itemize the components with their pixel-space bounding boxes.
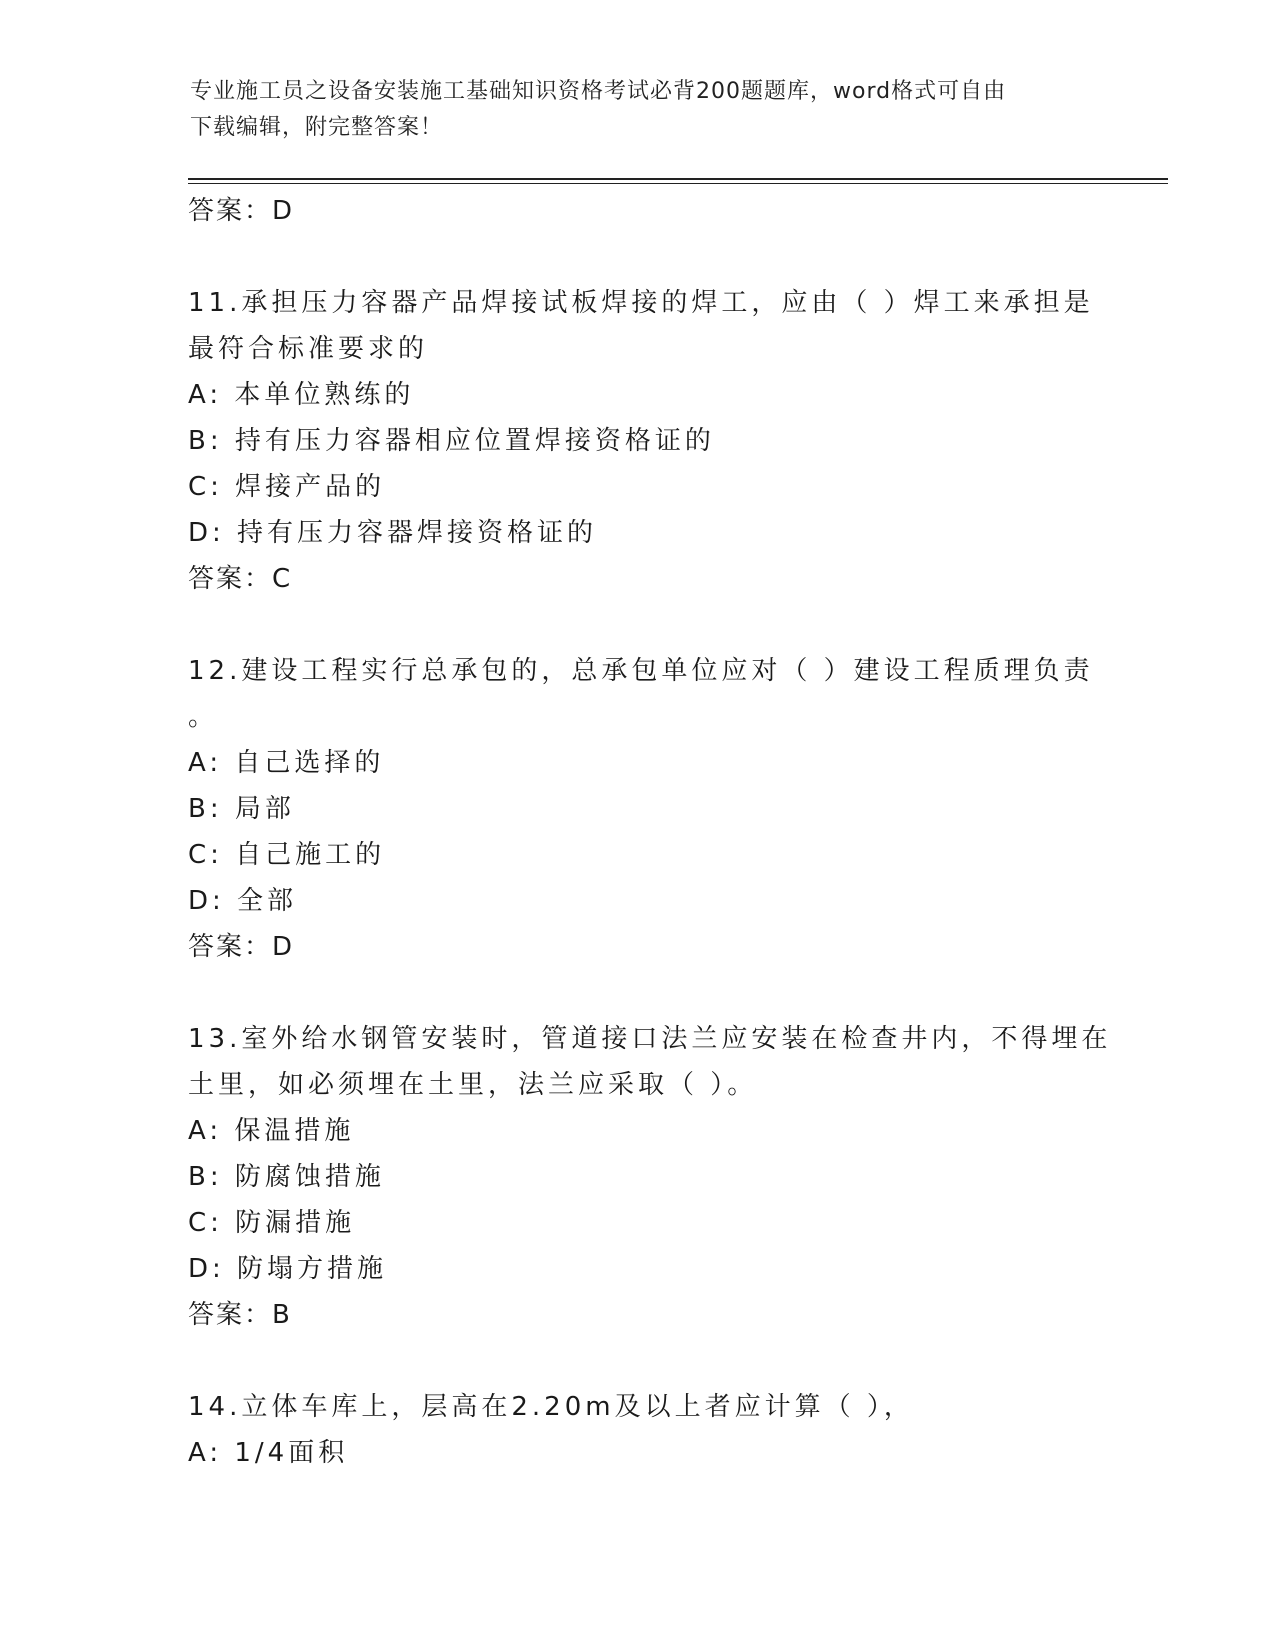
header-line-1: 专业施工员之设备安装施工基础知识资格考试必背200题题库，word格式可自由 — [190, 79, 1007, 104]
question-12-text-line-1: 12.建设工程实行总承包的，总承包单位应对（ ）建设工程质理负责 — [188, 656, 1094, 686]
header-line-2: 下载编辑，附完整答案！ — [190, 115, 444, 140]
document-body — [188, 188, 1112, 1476]
question-13-option-c: C: 防漏措施 — [188, 1208, 356, 1238]
question-14 — [188, 1384, 1088, 1476]
spacer — [188, 234, 1088, 280]
question-13-answer: 答案：B — [188, 1300, 292, 1330]
question-12-option-b: B: 局部 — [188, 794, 295, 824]
spacer — [188, 1338, 1088, 1384]
question-13-text-line-2: 土里，如必须埋在土里，法兰应采取（ ）。 — [188, 1070, 758, 1100]
question-11-option-b: B: 持有压力容器相应位置焊接资格证的 — [188, 426, 715, 456]
question-12-option-a: A: 自己选择的 — [188, 748, 385, 778]
answer-10: 答案：D — [188, 196, 295, 226]
question-13-option-d: D: 防塌方措施 — [188, 1254, 388, 1284]
question-13-option-b: B: 防腐蚀措施 — [188, 1162, 385, 1192]
question-11 — [188, 280, 1094, 602]
question-11-text-line-1: 11.承担压力容器产品焊接试板焊接的焊工，应由（ ）焊工来承担是 — [188, 288, 1094, 318]
question-11-answer: 答案：C — [188, 564, 293, 594]
question-11-option-c: C: 焊接产品的 — [188, 472, 386, 502]
question-14-text-line-1: 14.立体车库上，层高在2.20m及以上者应计算（ ）， — [188, 1392, 914, 1422]
question-12-option-d: D: 全部 — [188, 886, 298, 916]
question-12-text-line-2: 。 — [188, 702, 219, 732]
question-11-option-a: A: 本单位熟练的 — [188, 380, 415, 410]
question-13 — [188, 1016, 1112, 1338]
header-divider-thick — [188, 178, 1168, 180]
question-11-option-d: D: 持有压力容器焊接资格证的 — [188, 518, 598, 548]
document-header — [190, 74, 1090, 146]
header-divider-thin — [188, 183, 1168, 184]
question-12 — [188, 648, 1094, 970]
question-12-answer: 答案：D — [188, 932, 295, 962]
spacer — [188, 970, 1088, 1016]
question-12-option-c: C: 自己施工的 — [188, 840, 386, 870]
question-13-option-a: A: 保温措施 — [188, 1116, 355, 1146]
question-11-text-line-2: 最符合标准要求的 — [188, 334, 429, 364]
question-13-text-line-1: 13.室外给水钢管安装时，管道接口法兰应安装在检查井内，不得埋在 — [188, 1024, 1112, 1054]
spacer — [188, 602, 1088, 648]
question-14-option-a: A: 1/4面积 — [188, 1438, 349, 1468]
